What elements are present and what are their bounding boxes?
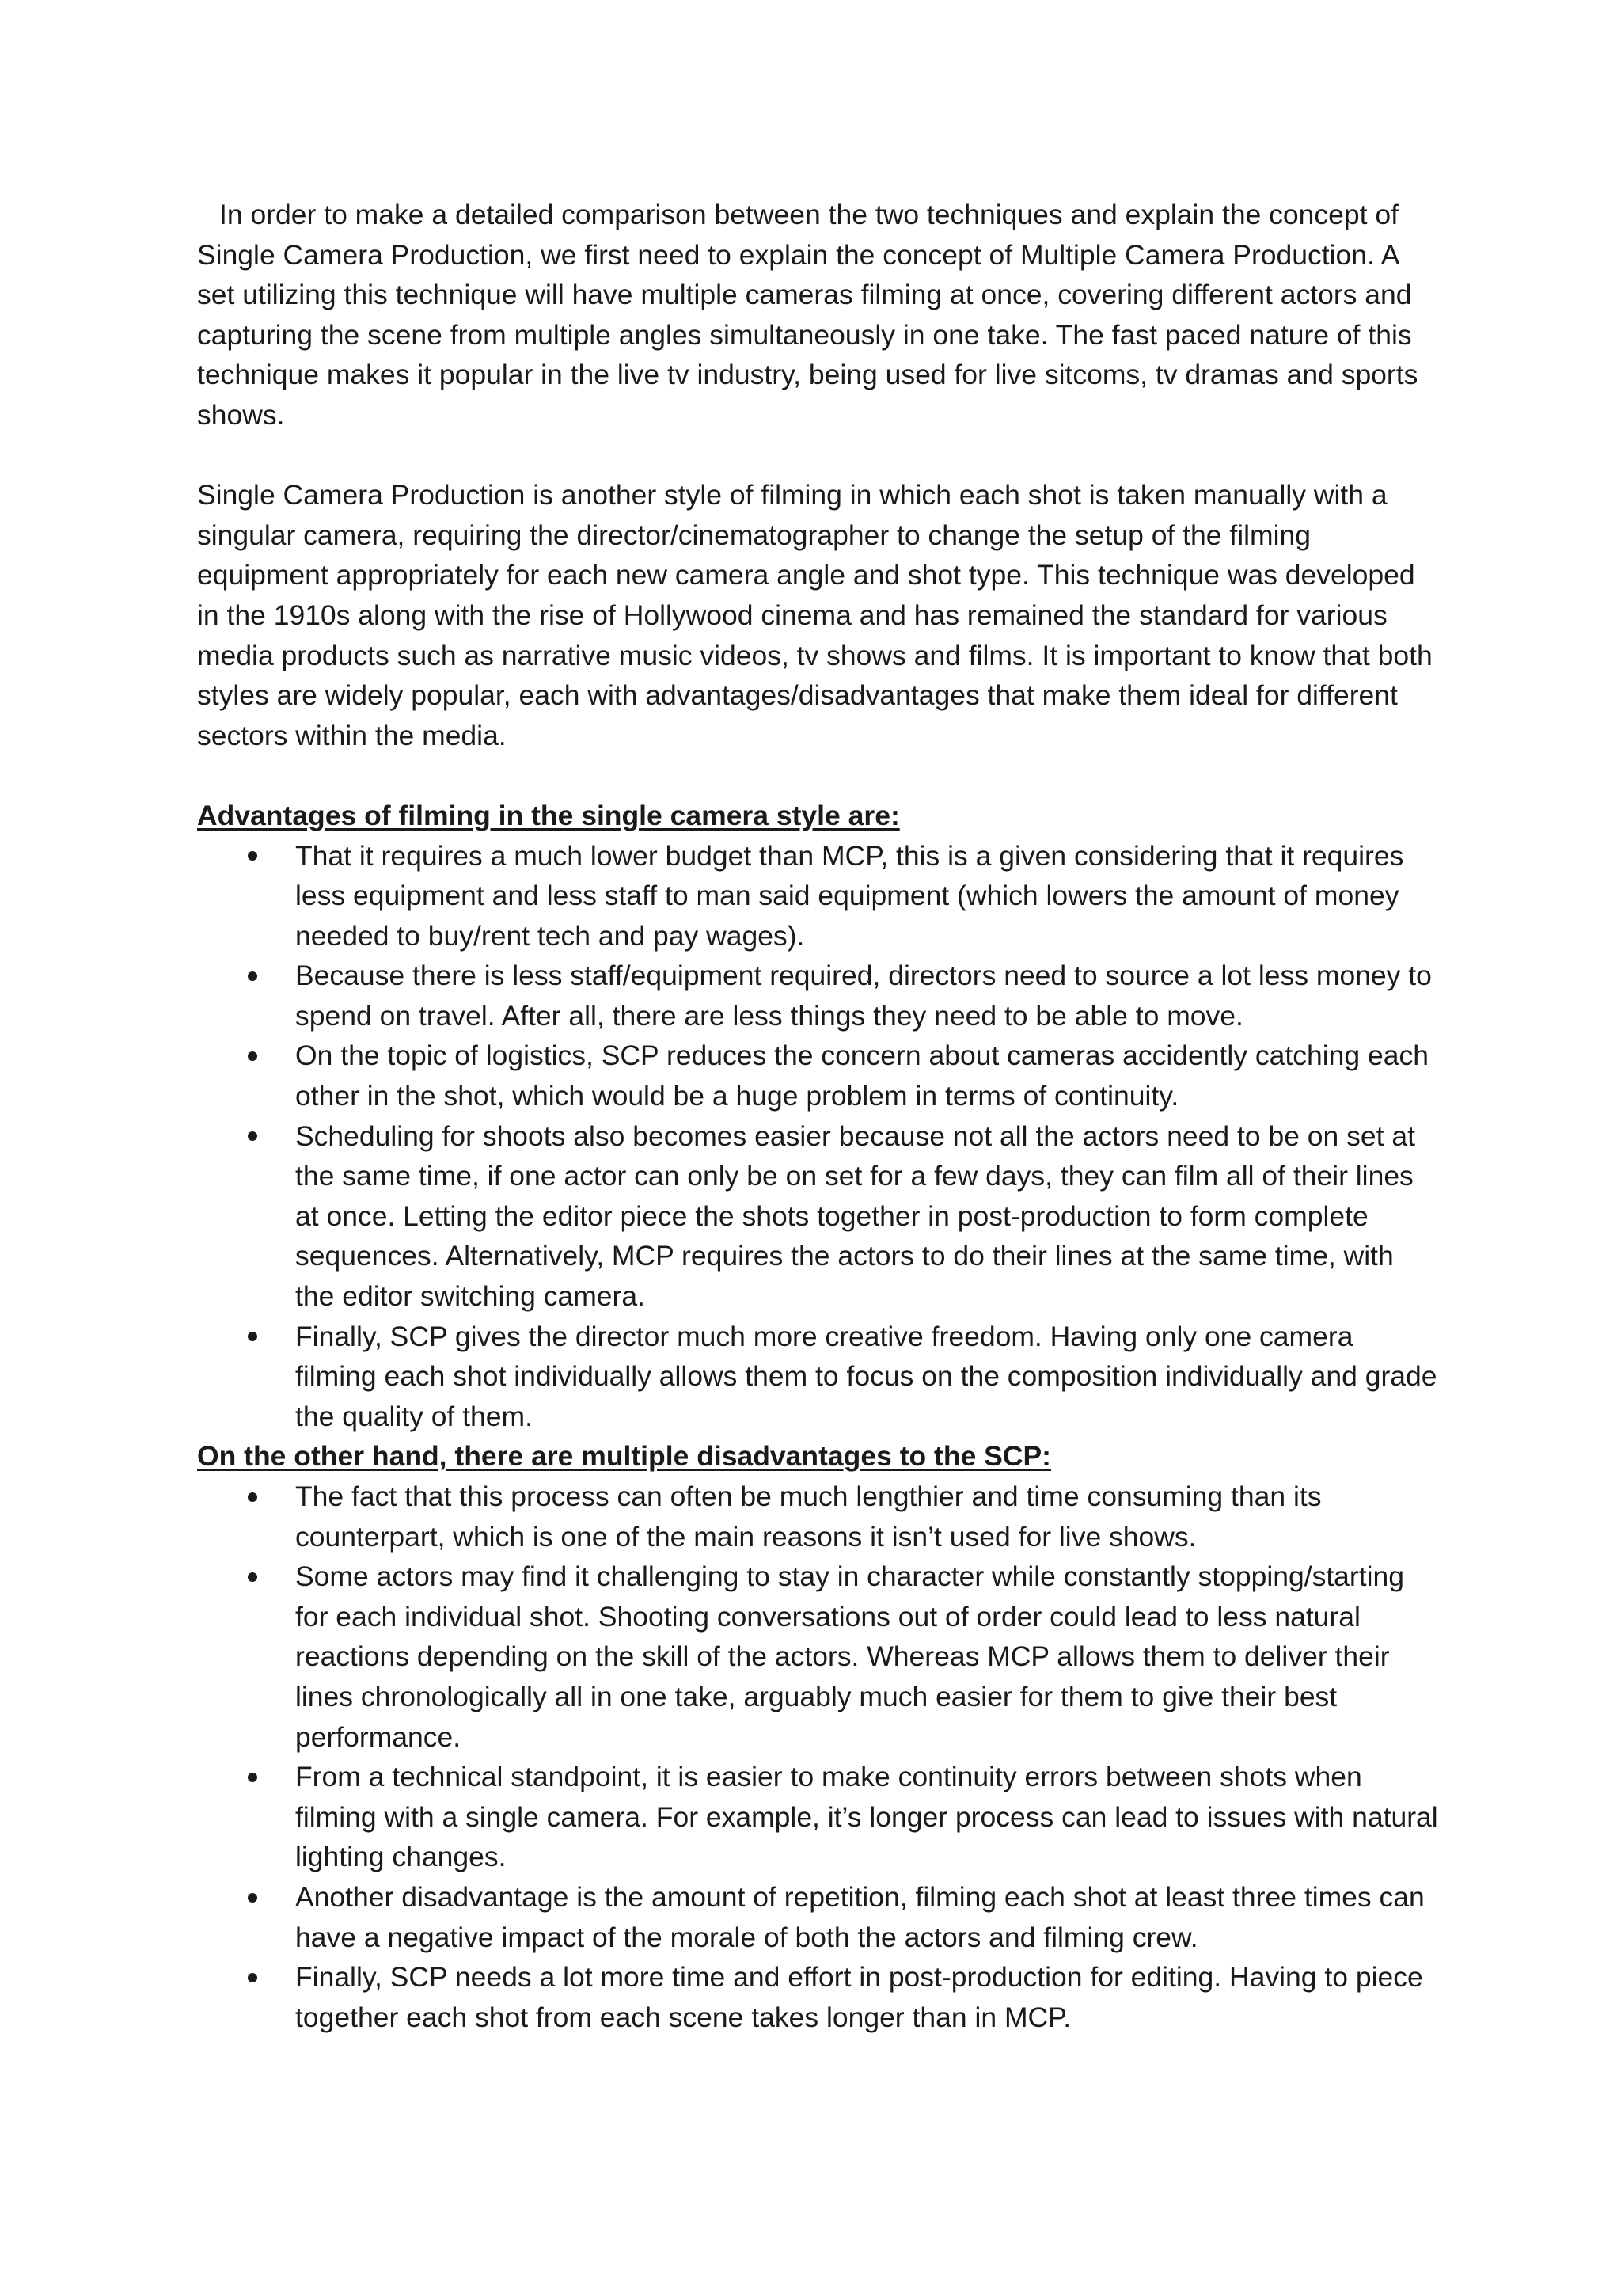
advantage-item (295, 836, 1440, 956)
advantages-heading: Advantages of filming in the single camera style are: (197, 799, 900, 831)
bullet-icon (245, 1116, 260, 1157)
disadvantage-text: From a technical standpoint, it is easier to make continuity errors between shots when filming with a single camera. For example, it’s longer process can lead to issues with natural lighting changes. (295, 1761, 1438, 1873)
bullet-icon (245, 1036, 260, 1076)
intro-paragraph: In order to make a detailed comparison between the two techniques and explain the concept of Single Camera Production, we first need to explain the concept of Multiple Camera Production. A set utilizing this technique will have multiple cameras filming at once, covering different actors and capturing the scene from multiple angles simultaneously in one take. The fast paced nature of this technique makes it popular in the live tv industry, being used for live sitcoms, tv dramas and sports shows. (197, 199, 1418, 431)
disadvantage-text: Some actors may find it challenging to stay in character while constantly stopping/starting for each individual shot. Shooting conversations out of order could lead to less natural reactions depending on the skill of the actors. Whereas MCP allows them to deliver their lines chronologically all in one take, arguably much easier for them to give their best performance. (295, 1560, 1404, 1753)
disadvantages-heading: On the other hand, there are multiple disadvantages to the SCP: (197, 1440, 1051, 1473)
advantages-list (197, 836, 1440, 1437)
disadvantages-list (197, 1477, 1440, 2037)
bullet-icon (245, 1957, 260, 1998)
document-page (197, 195, 1440, 2037)
single-camera-paragraph: Single Camera Production is another style of filming in which each shot is taken manually with a singular camera, requiring the director/cinematographer to change the setup of the filming equipment appropriately for each new camera angle and shot type. This technique was developed in the 1910s along with the rise of Hollywood cinema and has remained the standard for various media products such as narrative music videos, tv shows and films. It is important to know that both styles are widely popular, each with advantages/disadvantages that make them ideal for different sectors within the media. (197, 479, 1433, 751)
bullet-icon (245, 1317, 260, 1357)
bullet-icon (245, 1477, 260, 1517)
advantage-text: On the topic of logistics, SCP reduces the concern about cameras accidently catching each other in the shot, which would be a huge problem in terms of continuity. (295, 1040, 1429, 1112)
bullet-icon (245, 836, 260, 876)
disadvantage-item (295, 1757, 1440, 1877)
disadvantage-text: The fact that this process can often be much lengthier and time consuming than its counterpart, which is one of the main reasons it isn’t used for live shows. (295, 1481, 1322, 1553)
bullet-icon (245, 1757, 260, 1797)
advantage-text: Because there is less staff/equipment required, directors need to source a lot less money to spend on travel. After all, there are less things they need to be able to move. (295, 960, 1432, 1032)
disadvantage-item (295, 1477, 1440, 1557)
advantage-text: Finally, SCP gives the director much more creative freedom. Having only one camera filming each shot individually allows them to focus on the composition individually and grade the quality of them. (295, 1320, 1437, 1432)
advantage-text: That it requires a much lower budget than MCP, this is a given considering that it requires less equipment and less staff to man said equipment (which lowers the amount of money needed to buy/rent tech and pay wages). (295, 839, 1404, 952)
bullet-icon (245, 1877, 260, 1918)
advantage-item (295, 1317, 1440, 1437)
bullet-icon (245, 1557, 260, 1597)
disadvantage-text: Finally, SCP needs a lot more time and effort in post-production for editing. Having to piece together each shot from each scene takes longer than in MCP. (295, 1961, 1423, 2033)
disadvantage-item (295, 1877, 1440, 1957)
advantage-item (295, 956, 1440, 1036)
disadvantage-item (295, 1557, 1440, 1757)
bullet-icon (245, 956, 260, 996)
advantage-item (295, 1036, 1440, 1116)
advantage-text: Scheduling for shoots also becomes easier because not all the actors need to be on set at the same time, if one actor can only be on set for a few days, they can film all of their lines at once. Letting the editor piece the shots together in post-production to form complete sequences. Alternatively, MCP requires the actors to do their lines at the same time, with the editor switching camera. (295, 1119, 1415, 1313)
disadvantage-item (295, 1957, 1440, 2037)
disadvantage-text: Another disadvantage is the amount of repetition, filming each shot at least three times can have a negative impact of the morale of both the actors and filming crew. (295, 1880, 1425, 1953)
advantage-item (295, 1116, 1440, 1317)
